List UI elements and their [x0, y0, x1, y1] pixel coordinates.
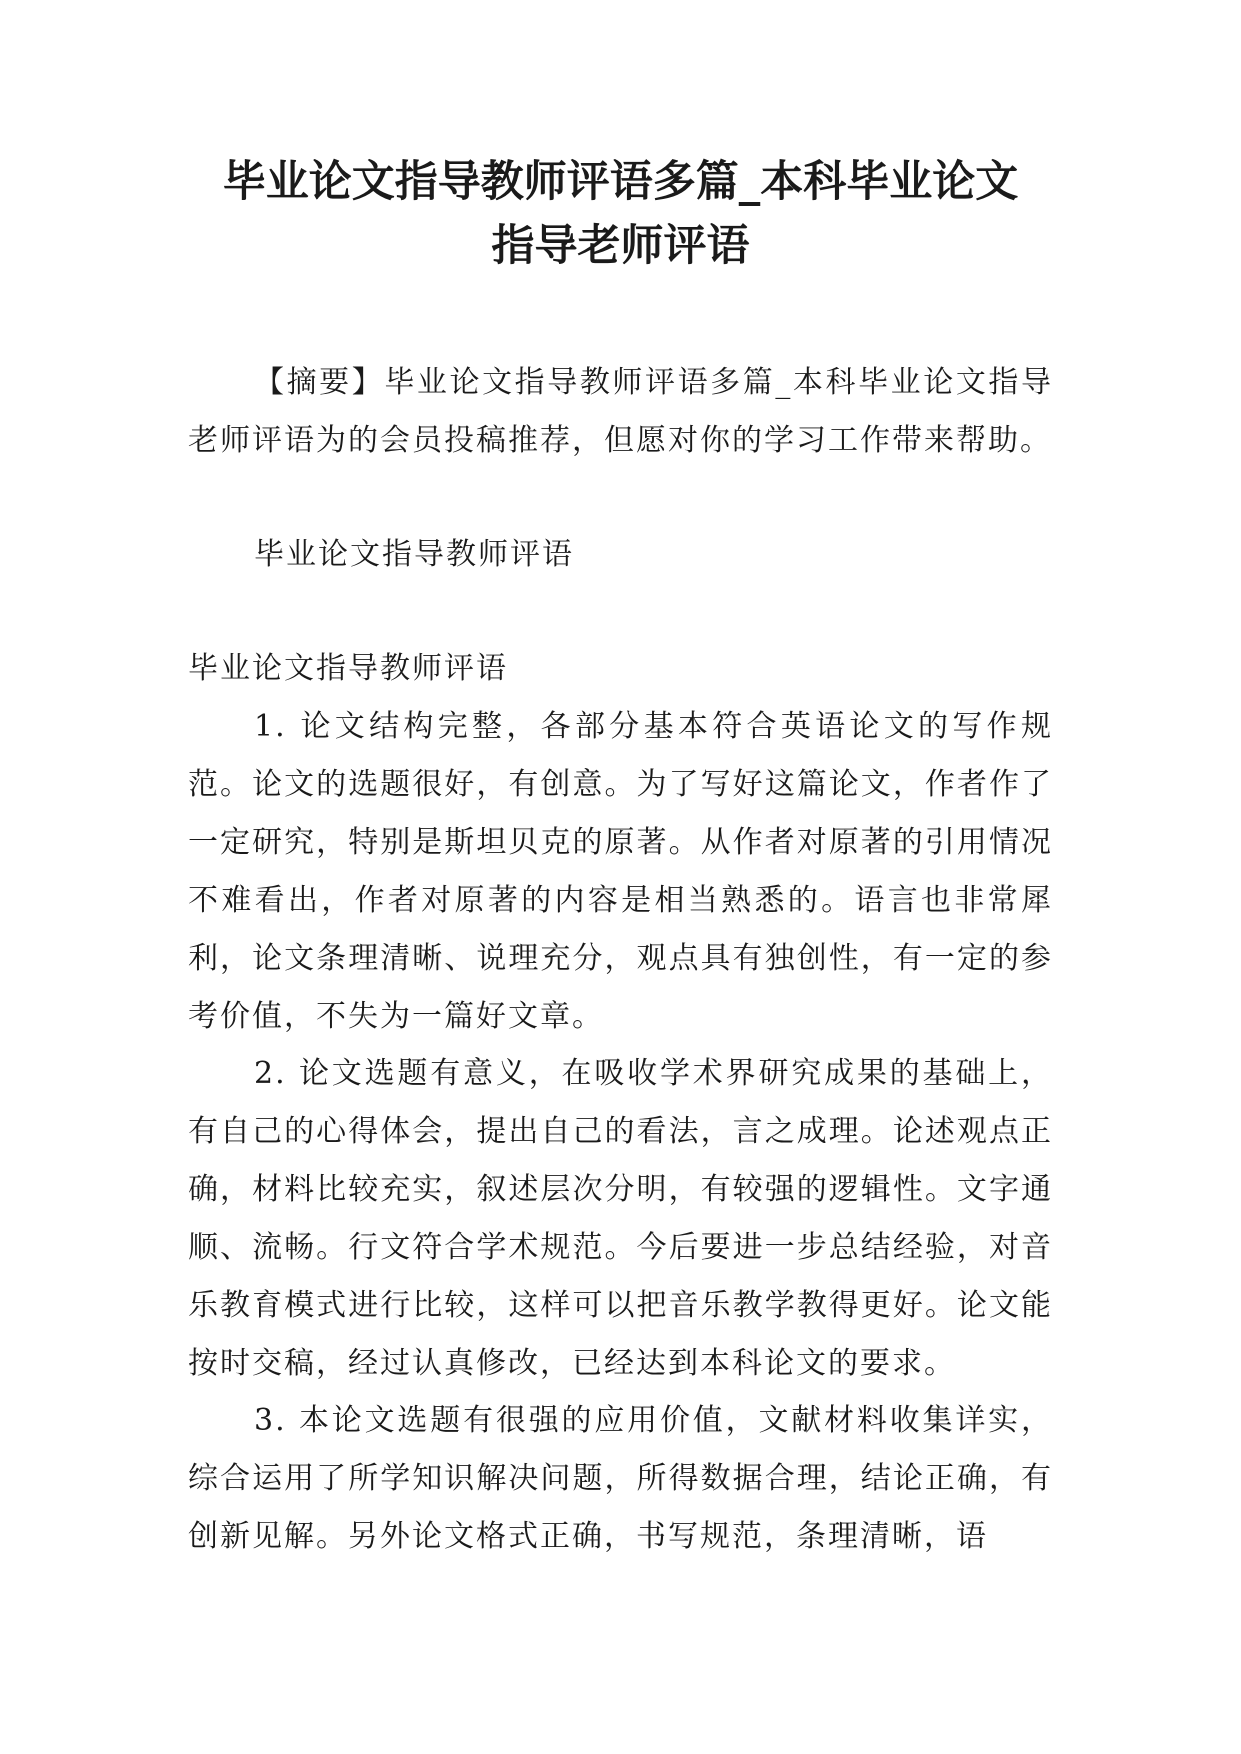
comment-item-3: 3. 本论文选题有很强的应用价值，文献材料收集详实，综合运用了所学知识解决问题，所得数据合理，结论正确，有创新见解。另外论文格式正确，书写规范，条理清晰，语	[188, 1403, 1053, 1554]
section-heading: 毕业论文指导教师评语	[188, 651, 508, 686]
comment-item-1: 1. 论文结构完整，各部分基本符合英语论文的写作规范。论文的选题很好，有创意。为了写好这篇论文，作者作了一定研究，特别是斯坦贝克的原著。从作者对原著的引用情况不难看出，作者对原著的内容是相当熟悉的。语言也非常犀利，论文条理清晰、说理充分，观点具有独创性，有一定的参考价值，不失为一篇好文章。	[188, 709, 1053, 1034]
summary-paragraph: 【摘要】毕业论文指导教师评语多篇_本科毕业论文指导老师评语为的会员投稿推荐，但愿对你的学习工作带来帮助。	[188, 365, 1053, 458]
title-line-2: 指导老师评语	[491, 221, 750, 271]
comment-item-2: 2. 论文选题有意义，在吸收学术界研究成果的基础上，有自己的心得体会，提出自己的看法，言之成理。论述观点正确，材料比较充实，叙述层次分明，有较强的逻辑性。文字通顺、流畅。行文符合学术规范。今后要进一步总结经验，对音乐教育模式进行比较，这样可以把音乐教学教得更好。论文能按时交稿，经过认真修改，已经达到本科论文的要求。	[188, 1056, 1053, 1381]
title-line-1: 毕业论文指导教师评语多篇_本科毕业论文	[222, 157, 1019, 207]
section-heading-indented: 毕业论文指导教师评语	[254, 537, 574, 572]
document-title	[150, 150, 1091, 278]
